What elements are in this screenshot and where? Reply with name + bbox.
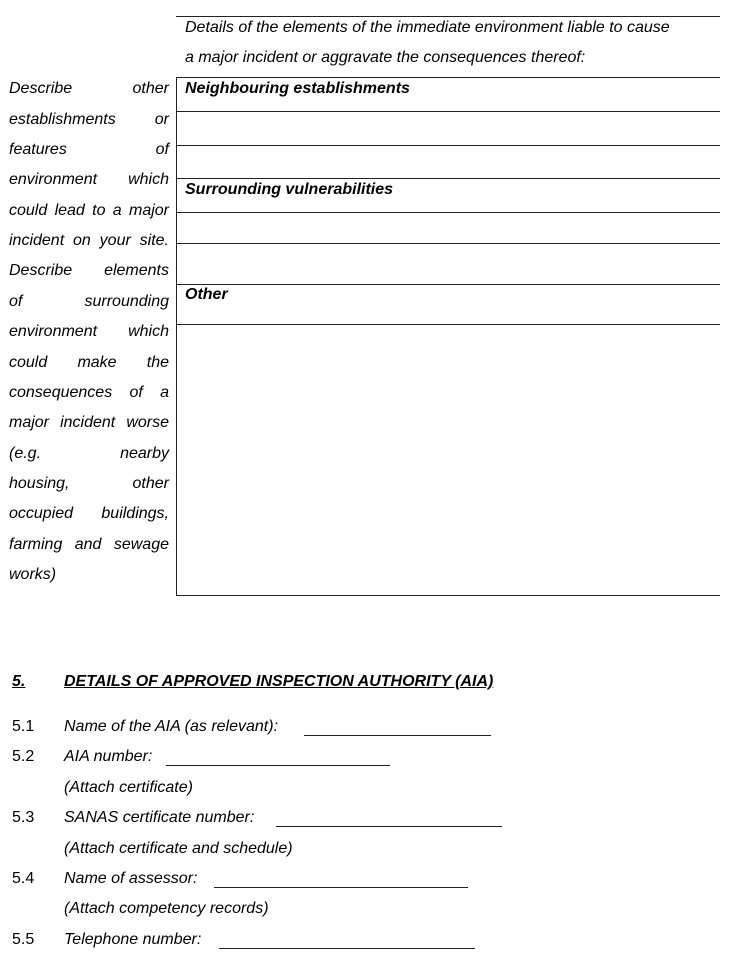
table-row-divider bbox=[176, 178, 720, 179]
row-label-other: Other bbox=[185, 286, 228, 303]
aia-number-field[interactable] bbox=[166, 765, 390, 766]
section-number: 5. bbox=[12, 673, 26, 690]
item-number: 5.3 bbox=[12, 809, 35, 826]
description-line: works) bbox=[9, 566, 57, 583]
description-line: incident on your site. bbox=[9, 232, 169, 249]
description-line: occupied buildings, bbox=[9, 505, 169, 522]
table-row-divider bbox=[176, 324, 720, 325]
sanas-certificate-field[interactable] bbox=[276, 826, 502, 827]
description-line: of surrounding bbox=[9, 293, 169, 310]
attach-note: (Attach certificate and schedule) bbox=[64, 840, 293, 857]
item-number: 5.4 bbox=[12, 870, 35, 887]
assessor-name-label: Name of assessor: bbox=[64, 870, 198, 887]
item-number: 5.1 bbox=[12, 718, 35, 735]
table-row-divider bbox=[176, 243, 720, 244]
description-line: could make the bbox=[9, 354, 169, 371]
table-row-divider bbox=[176, 284, 720, 285]
table-left-border bbox=[176, 77, 177, 596]
assessor-name-field[interactable] bbox=[214, 887, 468, 888]
description-line: environment which bbox=[9, 171, 169, 188]
table-header-line-2: a major incident or aggravate the consequences thereof: bbox=[185, 49, 586, 66]
description-line: establishments or bbox=[9, 111, 169, 128]
telephone-field[interactable] bbox=[219, 948, 475, 949]
aia-name-label: Name of the AIA (as relevant): bbox=[64, 718, 279, 735]
item-number: 5.2 bbox=[12, 748, 35, 765]
table-header-divider bbox=[176, 77, 720, 78]
row-label-surrounding: Surrounding vulnerabilities bbox=[185, 181, 394, 198]
row-label-neighbouring: Neighbouring establishments bbox=[185, 80, 410, 97]
table-bottom-border bbox=[176, 595, 720, 596]
description-line: (e.g. nearby bbox=[9, 445, 169, 462]
table-top-border bbox=[176, 16, 720, 17]
sanas-certificate-label: SANAS certificate number: bbox=[64, 809, 255, 826]
description-line: major incident worse bbox=[9, 414, 169, 431]
table-header-line-1: Details of the elements of the immediate environment liable to cause bbox=[185, 19, 670, 36]
description-line: consequences of a bbox=[9, 384, 169, 401]
description-line: environment which bbox=[9, 323, 169, 340]
attach-note: (Attach competency records) bbox=[64, 900, 269, 917]
item-number: 5.5 bbox=[12, 931, 35, 948]
description-line: features of bbox=[9, 141, 169, 158]
table-row-divider bbox=[176, 145, 720, 146]
aia-number-label: AIA number: bbox=[64, 748, 153, 765]
description-line: farming and sewage bbox=[9, 536, 169, 553]
attach-note: (Attach certificate) bbox=[64, 779, 193, 796]
description-line: Describe elements bbox=[9, 262, 169, 279]
telephone-label: Telephone number: bbox=[64, 931, 202, 948]
section-title: DETAILS OF APPROVED INSPECTION AUTHORITY (AIA) bbox=[64, 673, 494, 690]
aia-name-field[interactable] bbox=[304, 735, 491, 736]
description-line: housing, other bbox=[9, 475, 169, 492]
description-line: Describe other bbox=[9, 80, 169, 97]
table-row-divider bbox=[176, 111, 720, 112]
table-row-divider bbox=[176, 212, 720, 213]
description-line: could lead to a major bbox=[9, 202, 169, 219]
